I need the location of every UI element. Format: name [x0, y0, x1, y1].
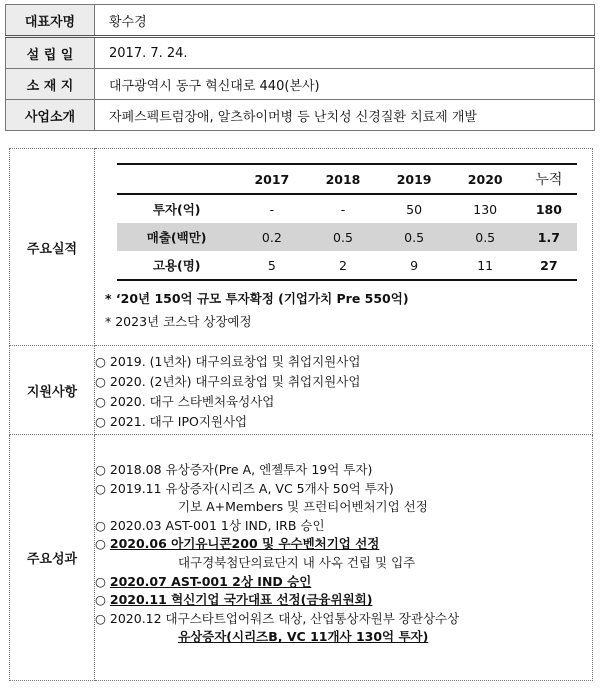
stats-cell: 9 — [410, 257, 419, 273]
support-item: ○ 2019. (1년차) 대구의료창업 및 취업지원사업 — [95, 354, 361, 369]
stats-cell: - — [269, 201, 275, 217]
stats-cell: 11 — [477, 257, 494, 273]
section-label: 주요실적 — [10, 149, 95, 346]
info-row-ceo — [6, 5, 595, 37]
stats-row-label: 고용(명) — [152, 258, 201, 273]
circle-bullet: ○ — [95, 462, 110, 477]
achievement-text: 2019.11 유상증자(시리즈 A, VC 5개사 50억 투자) — [109, 480, 394, 496]
performance-note: * ‘20년 150억 규모 투자확정 (기업가치 Pre 550억) — [105, 291, 409, 306]
stats-cell: 130 — [473, 201, 498, 217]
section-content — [95, 149, 593, 346]
achievement-subitem — [95, 628, 592, 647]
stats-cell: - — [340, 201, 346, 217]
stats-cell-total: 27 — [540, 257, 558, 273]
company-info-table — [5, 4, 595, 131]
circle-bullet: ○ — [95, 573, 110, 589]
stats-cell-total: 180 — [535, 201, 562, 217]
achievement-item — [95, 535, 592, 554]
info-label: 소 재 지 — [6, 69, 95, 100]
info-label: 사업소개 — [6, 100, 95, 131]
circle-bullet: ○ — [95, 480, 110, 496]
info-row-founded — [6, 37, 595, 69]
circle-bullet: ○ — [95, 592, 110, 608]
achievement-subitem — [95, 498, 592, 517]
stats-row-label: 투자(억) — [152, 202, 201, 217]
achievement-text-emphasis: 2020.11 혁신기업 국가대표 선정(금융위원회) — [109, 592, 373, 608]
info-value: 2017. 7. 24. — [95, 37, 595, 69]
stats-cell: 0.2 — [236, 223, 307, 251]
stats-row-employment — [117, 251, 577, 280]
support-item: ○ 2020. 대구 스타벤처육성사업 — [95, 394, 275, 409]
circle-bullet: ○ — [95, 517, 110, 533]
details-table — [9, 148, 593, 681]
stats-cell: 0.5 — [450, 223, 521, 251]
info-value: 대구광역시 동구 혁신대로 440(본사) — [95, 69, 595, 100]
section-label: 지원사항 — [10, 346, 95, 435]
stats-header-cell: 2019 — [396, 171, 432, 187]
stats-header-cell: 2018 — [325, 171, 361, 187]
info-row-business — [6, 100, 595, 131]
achievement-item — [95, 517, 592, 536]
performance-stats-table — [117, 163, 577, 281]
achievement-text: 기보 A+Members 및 프런티어벤처기업 선정 — [178, 499, 428, 515]
achievement-text: 대구경북첨단의료단지 내 사옥 건립 및 입주 — [178, 554, 416, 570]
stats-cell-total: 1.7 — [521, 223, 577, 251]
info-row-location — [6, 69, 595, 100]
section-support — [10, 346, 593, 435]
achievement-item — [95, 573, 592, 592]
info-value: 자폐스펙트럼장애, 알츠하이머병 등 난치성 신경질환 치료제 개발 — [95, 100, 595, 131]
section-label: 주요성과 — [10, 435, 95, 681]
stats-cell: 0.5 — [307, 223, 378, 251]
achievement-item — [95, 461, 592, 480]
achievement-text: 2018.08 유상증자(Pre A, 엔젤투자 19억 투자) — [109, 462, 373, 477]
section-content — [95, 346, 593, 435]
achievement-text-emphasis: 유상증자(시리즈B, VC 11개사 130억 투자) — [178, 629, 429, 645]
achievement-text-emphasis: 2020.06 아기유니콘200 및 우수벤처기업 선정 — [109, 536, 380, 552]
support-item: ○ 2020. (2년차) 대구의료창업 및 취업지원사업 — [95, 374, 361, 389]
achievement-item — [95, 610, 592, 629]
achievement-text: 2020.12 대구스타트업어워즈 대상, 산업통상자원부 장관상수상 — [109, 610, 460, 626]
stats-cell: 5 — [267, 257, 276, 273]
stats-header-row — [117, 164, 577, 194]
stats-cell: 50 — [406, 201, 423, 217]
section-achievements — [10, 435, 593, 681]
achievement-text-emphasis: 2020.07 AST-001 2상 IND 승인 — [109, 573, 312, 589]
circle-bullet: ○ — [95, 536, 110, 552]
stats-header-cell: 2017 — [254, 171, 290, 187]
stats-header-cell — [117, 164, 236, 194]
circle-bullet: ○ — [95, 610, 110, 626]
achievement-text: 2020.03 AST-001 1상 IND, IRB 승인 — [109, 517, 325, 533]
achievement-item — [95, 591, 592, 610]
stats-row-label: 매출(백만) — [117, 223, 236, 251]
info-label: 대표자명 — [6, 5, 95, 37]
support-item: ○ 2021. 대구 IPO지원사업 — [95, 414, 248, 429]
stats-row-revenue — [117, 223, 577, 251]
info-label: 설 립 일 — [6, 37, 95, 69]
stats-header-cell: 누적 — [535, 172, 563, 188]
section-performance — [10, 149, 593, 346]
info-value: 황수경 — [95, 5, 595, 37]
stats-row-investment — [117, 194, 577, 223]
achievement-item — [95, 480, 592, 499]
achievement-subitem — [95, 554, 592, 573]
performance-note: * 2023년 코스닥 상장예정 — [105, 314, 252, 329]
stats-cell: 2 — [339, 257, 347, 273]
stats-header-cell: 2020 — [467, 171, 503, 187]
section-content — [95, 435, 593, 681]
stats-cell: 0.5 — [379, 223, 450, 251]
